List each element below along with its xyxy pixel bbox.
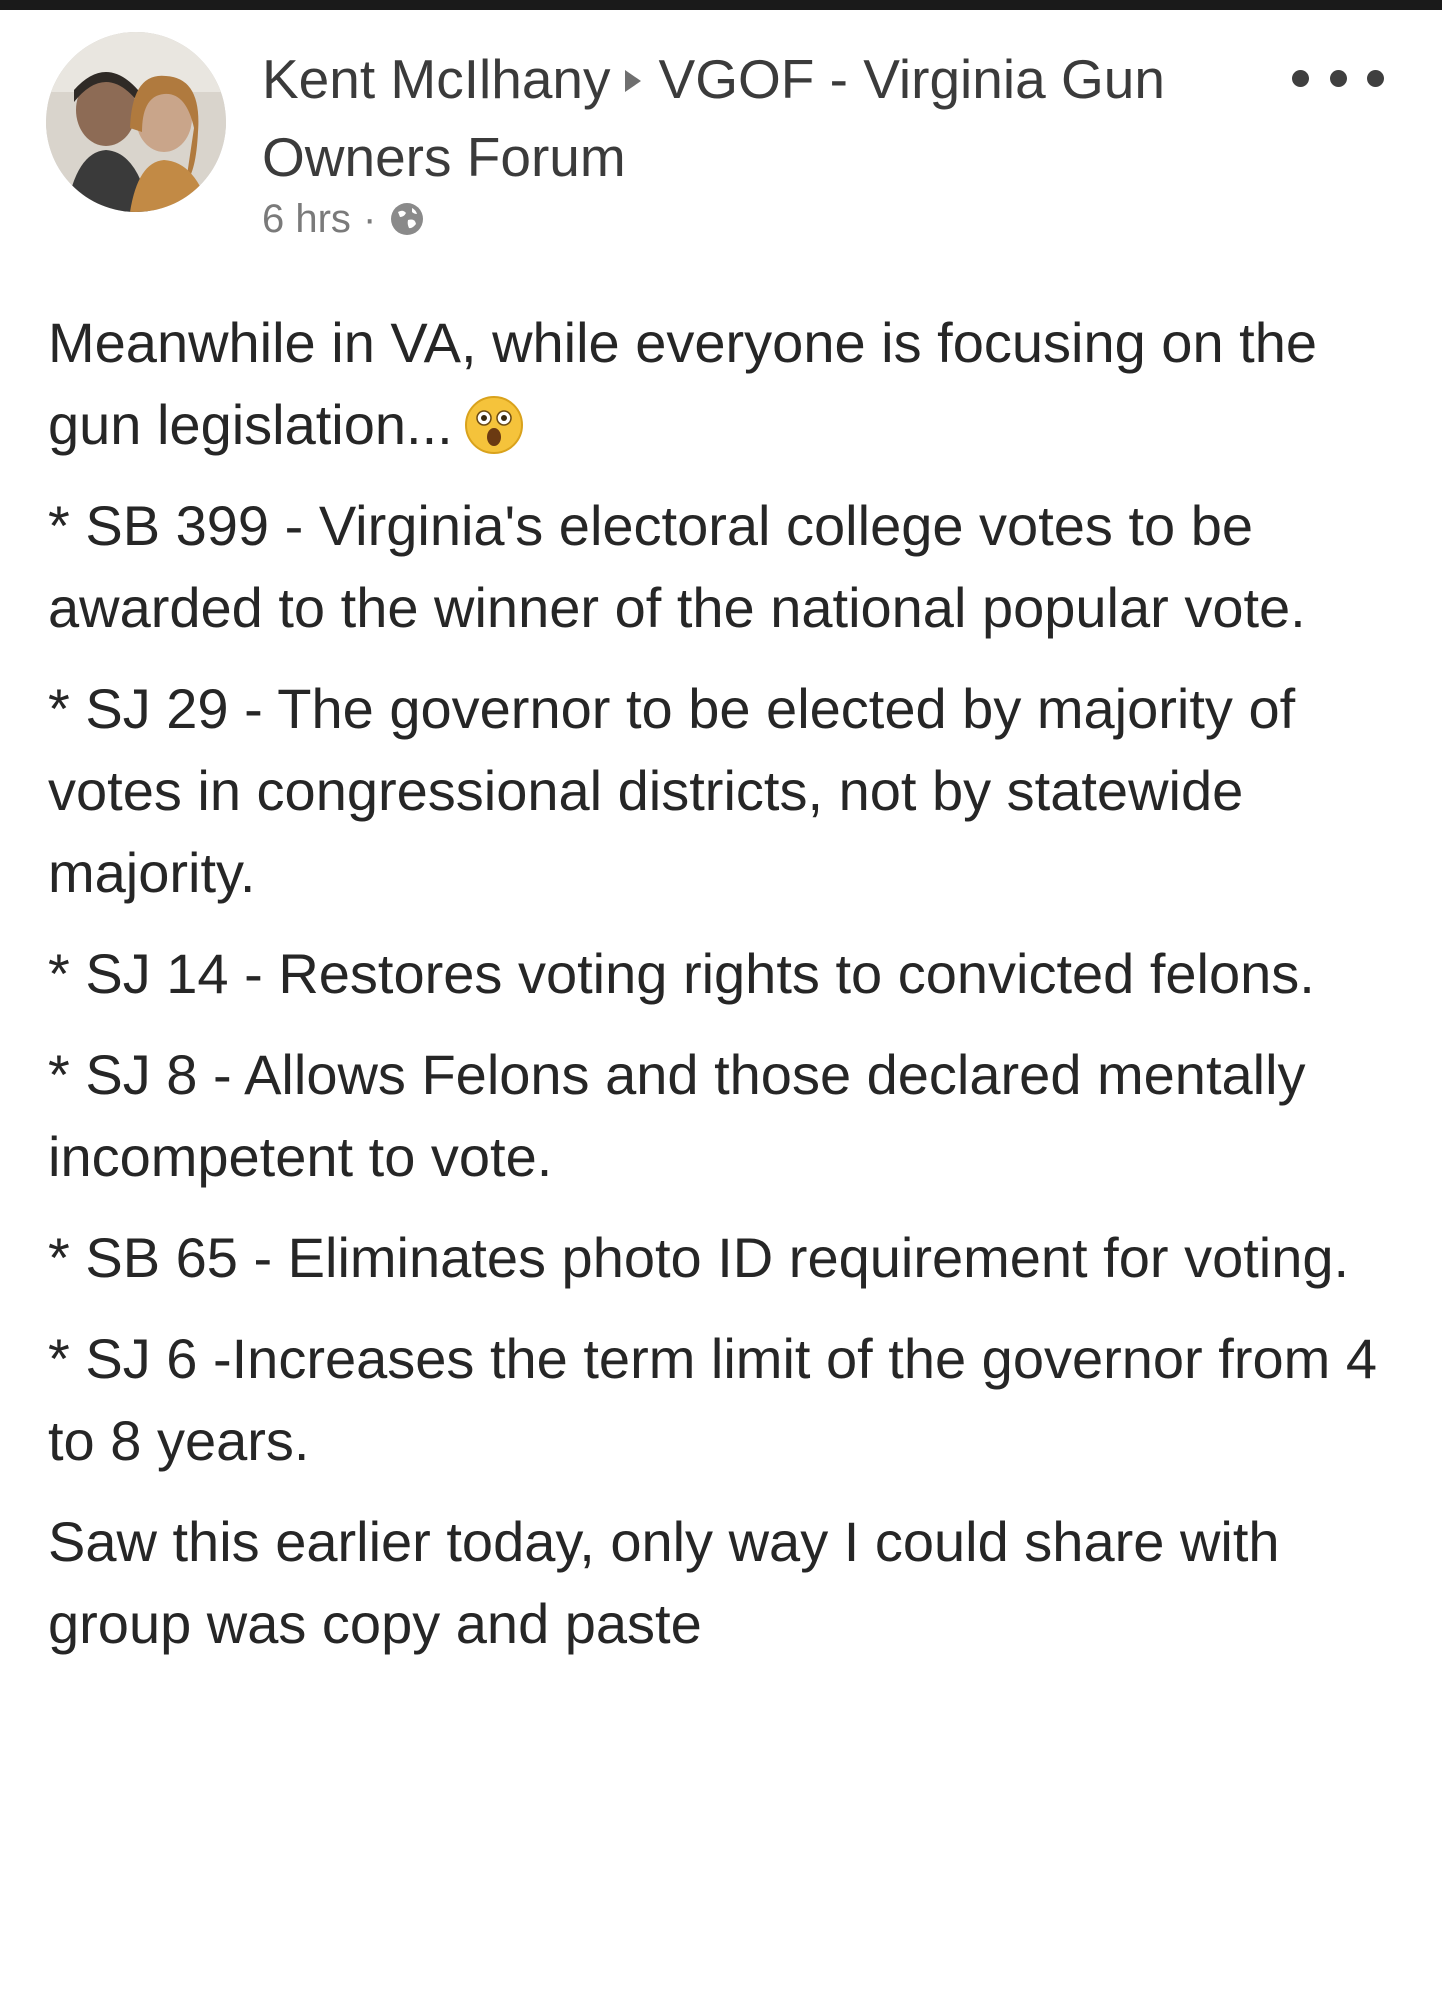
avatar-photo — [46, 32, 226, 212]
bill-item: * SJ 8 - Allows Felons and those declared mentally incompetent to vote. — [48, 1043, 1306, 1188]
bill-item: * SB 399 - Virginia's electoral college votes to be awarded to the winner of the national popular vote. — [48, 494, 1306, 639]
post-author-line — [262, 40, 1262, 196]
meta-separator: · — [362, 197, 377, 241]
intro-text: Meanwhile in VA, while everyone is focusing on the gun legislation... — [48, 311, 1317, 456]
dot — [1367, 70, 1384, 87]
post-outro-paragraph: Saw this earlier today, only way I could share with group was copy and paste — [48, 1510, 1280, 1655]
more-options-icon[interactable] — [1292, 68, 1384, 88]
dot — [1292, 70, 1309, 87]
post-body — [48, 302, 1408, 1684]
arrow-right-icon — [625, 70, 641, 92]
dot — [1330, 70, 1347, 87]
globe-icon[interactable] — [388, 200, 426, 238]
post-header — [46, 32, 1396, 241]
post-timestamp[interactable]: 6 hrs — [262, 197, 351, 241]
bill-item: * SJ 6 -Increases the term limit of the governor from 4 to 8 years. — [48, 1327, 1377, 1472]
astonished-face-icon — [463, 394, 525, 456]
author-name[interactable]: Kent McIlhany — [262, 48, 611, 110]
bill-item: * SB 65 - Eliminates photo ID requirement for voting. — [48, 1226, 1350, 1289]
bill-item: * SJ 14 - Restores voting rights to convicted felons. — [48, 942, 1315, 1005]
author-avatar[interactable] — [46, 32, 226, 212]
top-divider — [0, 0, 1442, 10]
post-intro-paragraph — [48, 302, 1408, 466]
bill-item: * SJ 29 - The governor to be elected by majority of votes in congressional districts, not by statewide majority. — [48, 677, 1296, 904]
facebook-post — [0, 10, 1442, 2000]
post-meta — [262, 194, 426, 244]
group-name[interactable]: VGOF - Virginia Gun Owners Forum — [262, 48, 1165, 188]
